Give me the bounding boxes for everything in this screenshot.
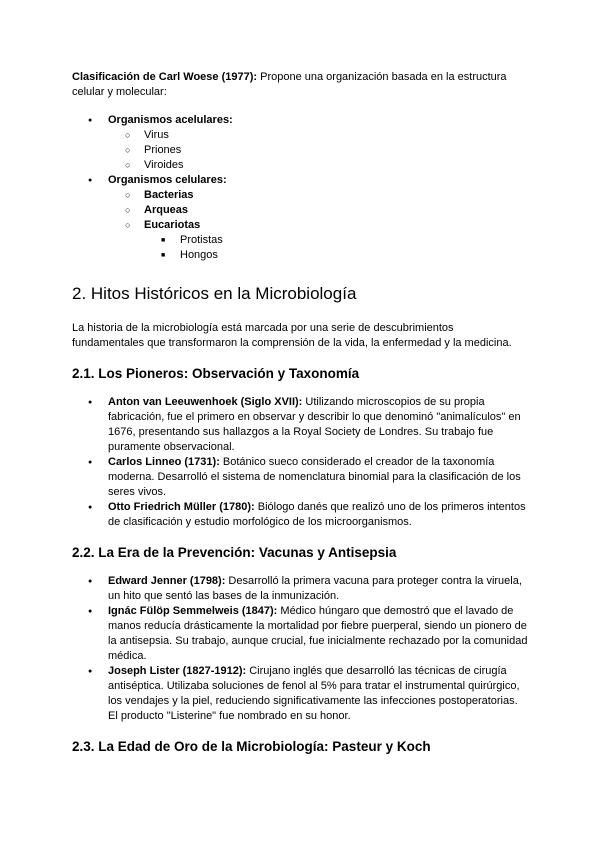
list-item bbox=[72, 203, 528, 218]
list-item: ■ Protistas bbox=[72, 233, 528, 248]
item-name: Carlos Linneo (1731): bbox=[108, 456, 220, 468]
list-item bbox=[72, 500, 528, 530]
section-2-paragraph: La historia de la microbiología está marcada por una serie de descubrimientos fundamentales que transformaron la comprensión de la vida, la enfermedad y la medicina. bbox=[72, 322, 512, 349]
classification-list bbox=[72, 113, 528, 263]
item-name: Ignác Fülöp Semmelweis (1847): bbox=[108, 605, 278, 617]
item-name: Joseph Lister (1827-1912): bbox=[108, 665, 247, 677]
intro-text: Propone una organización basada en la estructura celular y molecular: bbox=[72, 71, 507, 98]
list-item-cellular bbox=[72, 173, 528, 263]
section-2-2-list bbox=[72, 574, 528, 724]
bacteria-label: Bacterias bbox=[144, 189, 194, 201]
list-item bbox=[72, 604, 528, 664]
item-text: Desarrolló la primera vacuna para proteger contra la viruela, un hito que sentó las bases de la inmunización. bbox=[108, 575, 522, 602]
list-item bbox=[72, 188, 528, 203]
archaea-label: Arqueas bbox=[144, 204, 189, 216]
item-text: Botánico sueco considerado el creador de la taxonomía moderna. Desarrolló el sistema de nomenclatura binomial para la clasificación de los seres vivos. bbox=[108, 456, 521, 498]
item-name: Anton van Leeuwenhoek (Siglo XVII): bbox=[108, 396, 303, 408]
list-item: ○ Priones bbox=[72, 143, 528, 158]
item-text: Utilizando microscopios de su propia fabricación, fue el primero en observar y describir lo que denominó "animalículos" en 1676, presentando sus hallazgos a la Royal Society de Londres. Su trabajo fue puramente observacional. bbox=[108, 396, 521, 453]
item-text: Médico húngaro que demostró que el lavado de manos reducía drásticamente la mortalidad por fiebre puerperal, siendo un pionero de la antisepsia. Su trabajo, aunque crucial, fue inicialmente rechazado por la comunidad médica. bbox=[108, 605, 528, 662]
list-item bbox=[72, 574, 528, 604]
list-item bbox=[72, 218, 528, 263]
section-2-2-heading: 2.2. La Era de la Prevención: Vacunas y Antisepsia bbox=[72, 545, 397, 560]
document-page bbox=[72, 70, 528, 756]
list-item: ○ Virus bbox=[72, 128, 528, 143]
list-item: ■ Hongos bbox=[72, 248, 528, 263]
list-item bbox=[72, 664, 528, 724]
list-item: ○ Viroides bbox=[72, 158, 528, 173]
intro-label: Clasificación de Carl Woese (1977): bbox=[72, 71, 258, 83]
section-2-heading: 2. Hitos Históricos en la Microbiología bbox=[72, 284, 357, 303]
item-name: Otto Friedrich Müller (1780): bbox=[108, 501, 255, 513]
acellular-sublist bbox=[108, 128, 528, 173]
cellular-sublist bbox=[108, 188, 528, 263]
intro-paragraph bbox=[72, 70, 528, 100]
list-item bbox=[72, 395, 528, 455]
section-2-3-heading: 2.3. La Edad de Oro de la Microbiología: Pasteur y Koch bbox=[72, 739, 431, 754]
cellular-label: Organismos celulares: bbox=[108, 174, 227, 186]
list-item-acellular bbox=[72, 113, 528, 173]
list-item bbox=[72, 455, 528, 500]
eukarya-sublist bbox=[144, 233, 528, 263]
section-2-1-heading: 2.1. Los Pioneros: Observación y Taxonomía bbox=[72, 366, 360, 381]
item-text: Cirujano inglés que desarrolló las técnicas de cirugía antiséptica. Utilizaba soluciones de fenol al 5% para tratar el instrumental quirúrgico, los vendajes y la piel, reduciendo significativamente las infecciones postoperatorias. El producto "Listerine" fue nombrado en su honor. bbox=[108, 665, 520, 722]
acellular-label: Organismos acelulares: bbox=[108, 114, 233, 126]
item-name: Edward Jenner (1798): bbox=[108, 575, 226, 587]
section-2-1-list bbox=[72, 395, 528, 530]
eukarya-label: Eucariotas bbox=[144, 219, 201, 231]
item-text: Biólogo danés que realizó uno de los primeros intentos de clasificación y estudio morfológico de los microorganismos. bbox=[108, 501, 526, 528]
